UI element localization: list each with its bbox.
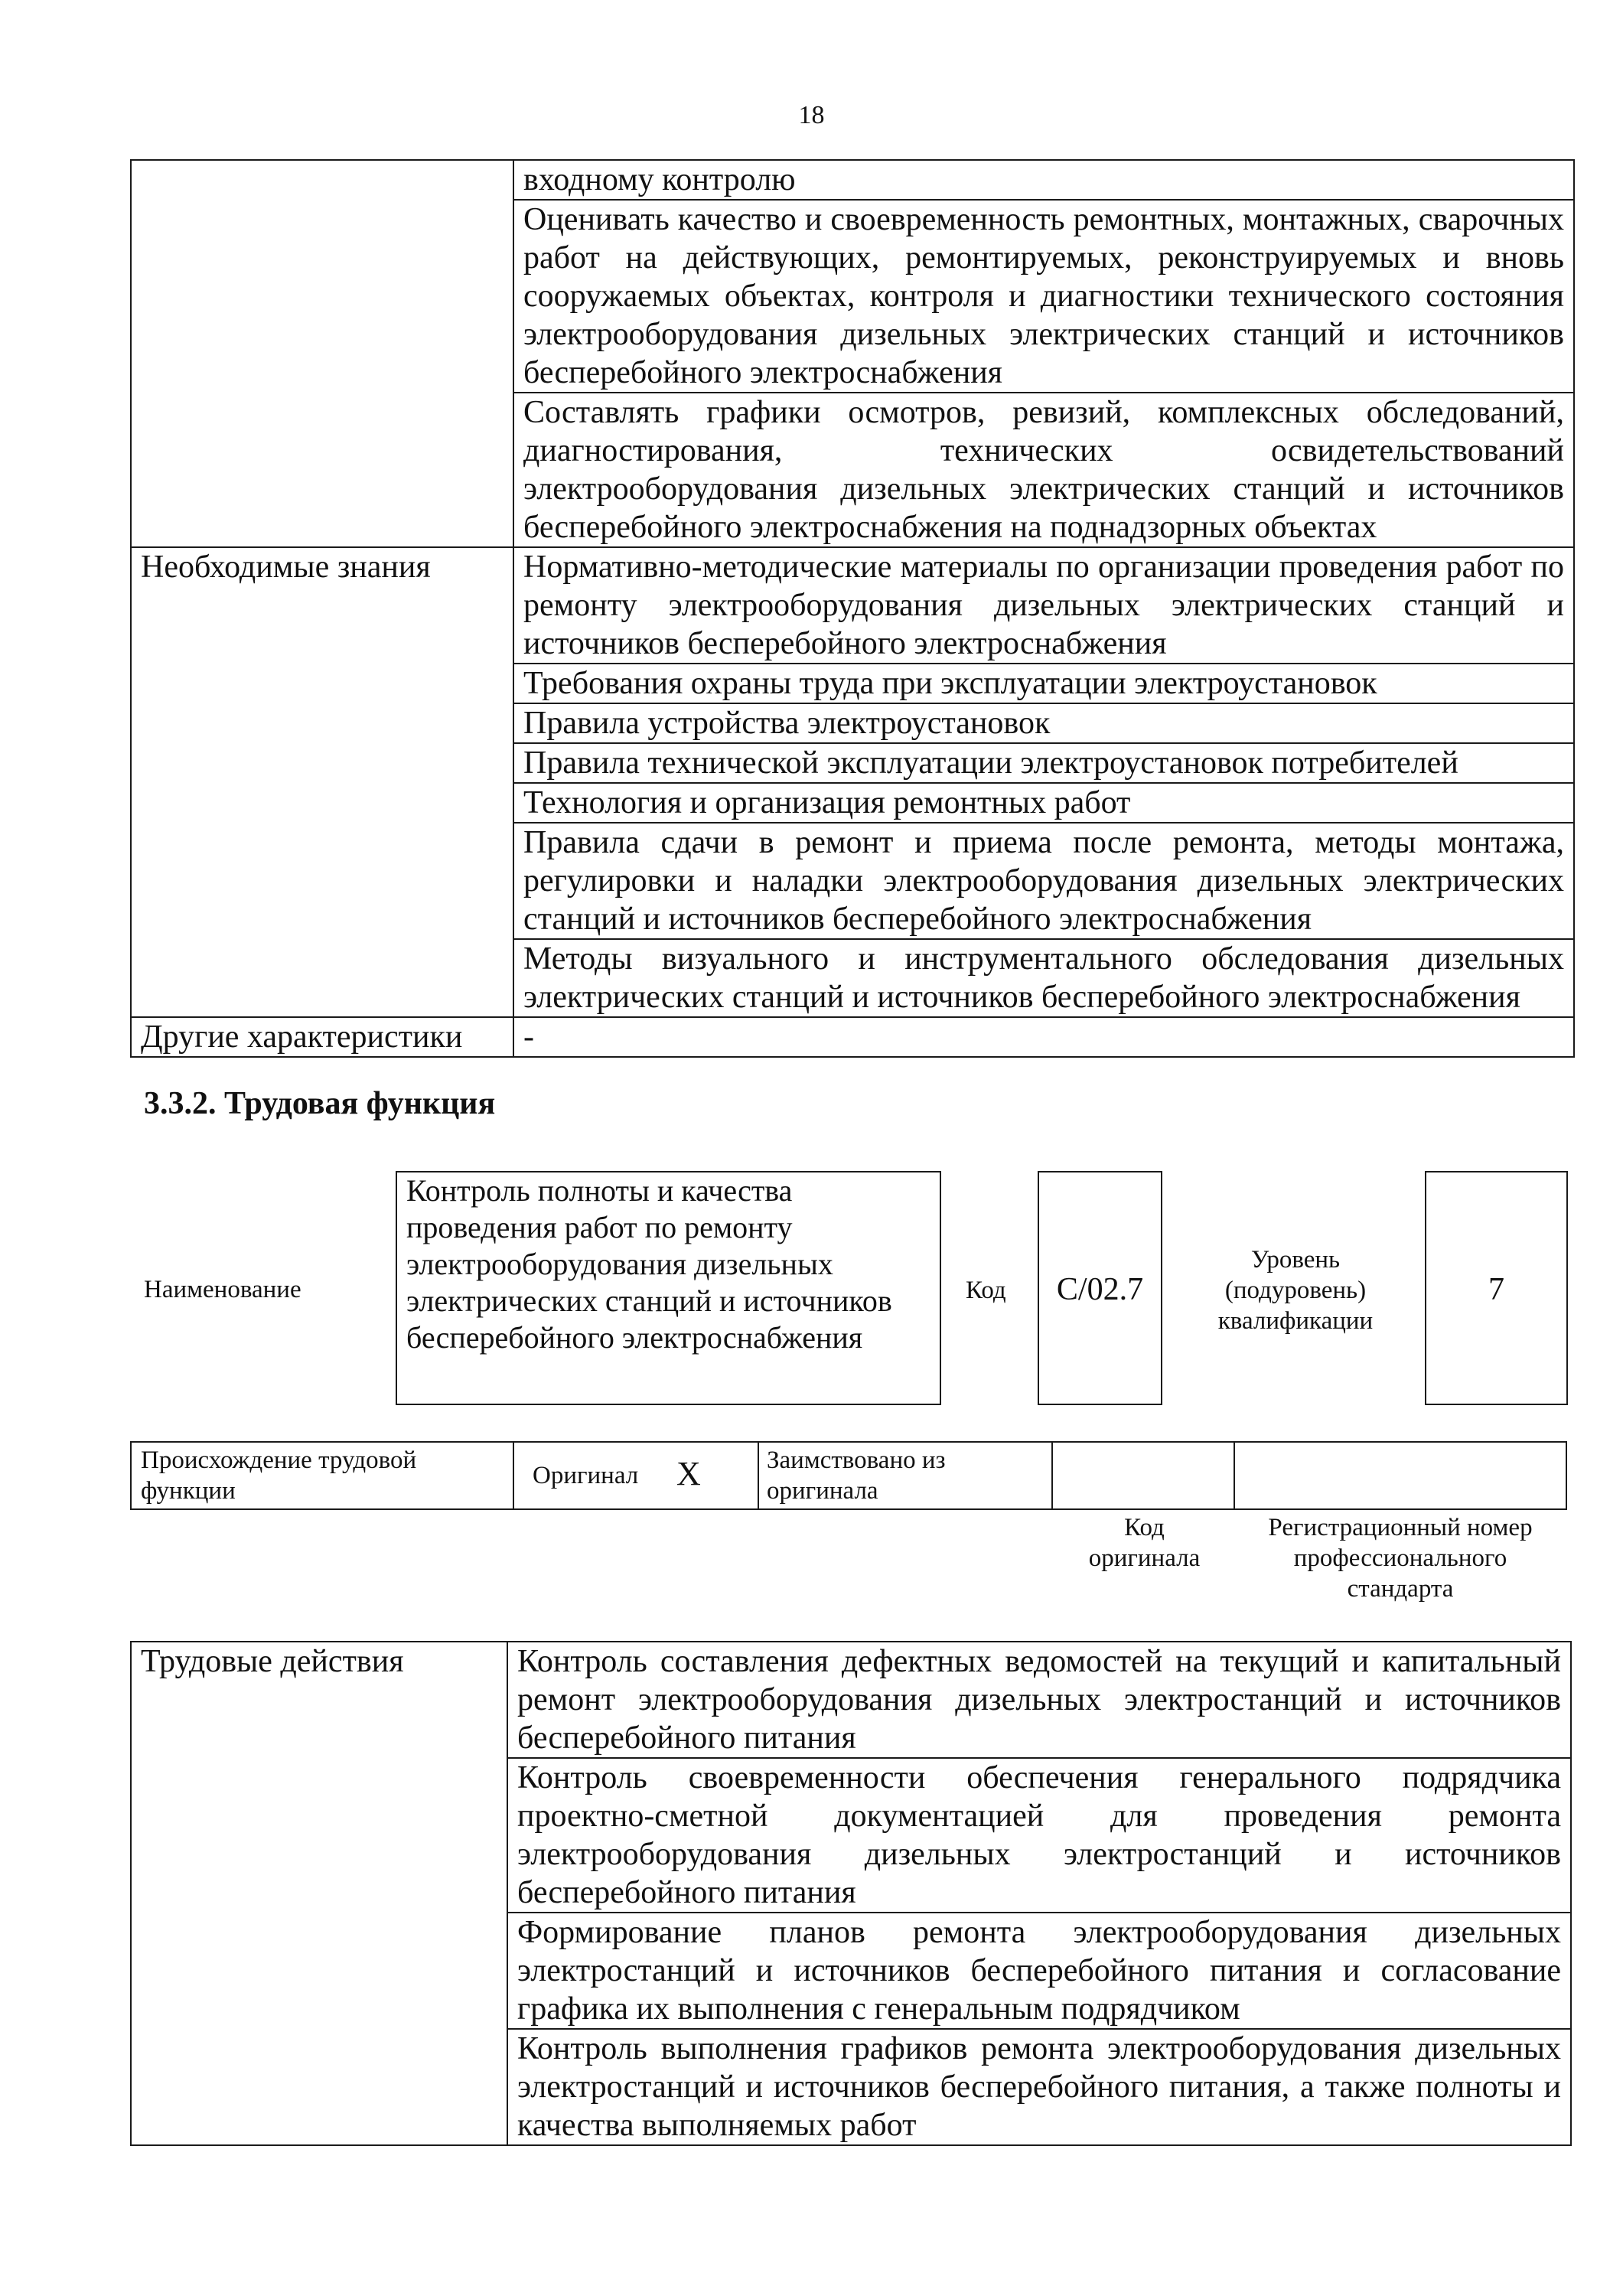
section-heading: 3.3.2. Трудовая функция [144, 1086, 496, 1121]
code-caption: Код оригинала [1088, 1514, 1201, 1572]
row-label-empty [131, 160, 513, 547]
reg-caption: Регистрационный номер профессионального стандарта [1268, 1514, 1533, 1603]
list-item: Методы визуального и инструментального обследования дизельных электрических станций и источников бесперебойного электроснабжения [513, 939, 1574, 1017]
skills-knowledge-table [130, 159, 1575, 1058]
list-item: Правила технической эксплуатации электроустановок потребителей [513, 743, 1574, 783]
list-item: Правила устройства электроустановок [513, 703, 1574, 743]
list-item: Контроль выполнения графиков ремонта электрооборудования дизельных электростанций и источников бесперебойного питания, а также полноты и качества выполняемых работ [507, 2029, 1571, 2145]
list-item: Оценивать качество и своевременность ремонтных, монтажных, сварочных работ на действующих, ремонтируемых, реконструируемых и вновь сооружаемых объектах, контроля и диагностики технического состояния электрооборудования дизельных электрических станций и источников бесперебойного электроснабжения [513, 200, 1574, 393]
table-row [131, 1642, 1571, 1758]
code-box [1038, 1171, 1162, 1405]
list-item: Контроль своевременности обеспечения генерального подрядчика проектно-сметной документацией для проведения ремонта электрооборудования дизельных электростанций и источников бесперебойного питания [507, 1758, 1571, 1913]
table-row [131, 1017, 1574, 1057]
row-label-knowledge: Необходимые знания [131, 547, 513, 1017]
function-name: Контроль полноты и качества проведения работ по ремонту электрооборудования дизельных электрических станций и источников бесперебойного электроснабжения [406, 1173, 892, 1355]
original-mark: X [676, 1455, 701, 1492]
list-item: входному контролю [513, 160, 1574, 200]
row-label-other: Другие характеристики [131, 1017, 513, 1057]
function-name-box [396, 1171, 941, 1405]
list-item: - [513, 1017, 1574, 1057]
code-value: C/02.7 [1056, 1272, 1144, 1307]
original-label: Оригинал [533, 1462, 639, 1489]
level-box [1425, 1171, 1568, 1405]
level-value: 7 [1488, 1272, 1504, 1307]
level-label: Уровень (подуровень) квалификации [1217, 1246, 1374, 1335]
code-label: Код [966, 1277, 1006, 1304]
list-item: Технология и организация ремонтных работ [513, 783, 1574, 823]
labor-actions-table [130, 1641, 1572, 2146]
origin-label: Происхождение трудовой функции [141, 1446, 417, 1505]
list-item: Правила сдачи в ремонт и приема после ремонта, методы монтажа, регулировки и наладки электрооборудования дизельных электрических станций и источников бесперебойного электроснабжения [513, 823, 1574, 939]
name-label: Наименование [144, 1276, 301, 1303]
table-row [131, 160, 1574, 200]
list-item: Нормативно-методические материалы по организации проведения работ по ремонту электрооборудования дизельных электрических станций и источников бесперебойного электроснабжения [513, 547, 1574, 664]
table-row [131, 547, 1574, 664]
list-item: Составлять графики осмотров, ревизий, комплексных обследований, диагностирования, технических освидетельствований электрооборудования дизельных электрических станций и источников бесперебойного электроснабжения на поднадзорных объектах [513, 393, 1574, 547]
borrowed-label: Заимствовано из оригинала [767, 1446, 946, 1505]
row-label-actions: Трудовые действия [131, 1642, 507, 2145]
list-item: Требования охраны труда при эксплуатации электроустановок [513, 664, 1574, 703]
page-number: 18 [798, 101, 825, 129]
list-item: Формирование планов ремонта электрооборудования дизельных электростанций и источников бесперебойного питания и согласование графика их выполнения с генеральным подрядчиком [507, 1913, 1571, 2029]
list-item: Контроль составления дефектных ведомостей на текущий и капитальный ремонт электрооборудования дизельных электростанций и источников бесперебойного питания [507, 1642, 1571, 1758]
